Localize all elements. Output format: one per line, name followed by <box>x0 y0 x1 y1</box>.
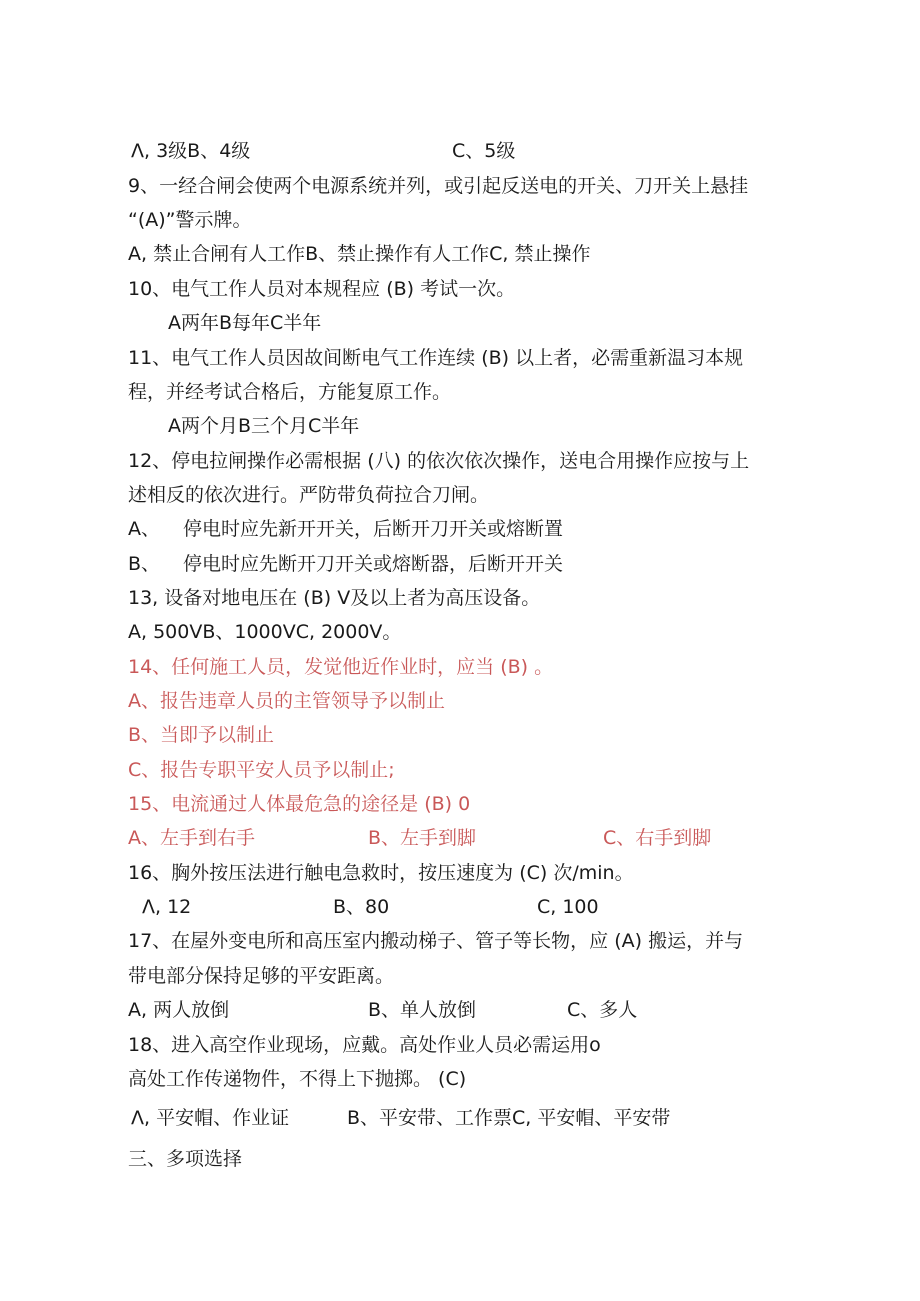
q16-option-b: B、80 <box>333 896 390 918</box>
q9-stem-line1: 9、一经合闸会使两个电源系统并列，或引起反送电的开关、刀开关上悬挂 <box>128 175 749 197</box>
q12-option-b-text: 停电时应先断开刀开关或熔断器，后断开开关 <box>183 553 564 575</box>
q11-stem-line1: 11、电气工作人员因故间断电气工作连续 (B) 以上者，必需重新温习本规 <box>128 347 744 369</box>
q14-option-a: A、报告违章人员的主管领导予以制止 <box>128 690 445 712</box>
q16-option-a: Λ, 12 <box>142 896 192 918</box>
q13-options: A, 500VB、1000VC, 2000V。 <box>128 621 402 643</box>
q14-option-c: C、报告专职平安人员予以制止; <box>128 759 395 781</box>
q17-option-b: B、单人放倒 <box>368 999 477 1021</box>
q15-option-b: B、左手到脚 <box>368 827 477 849</box>
q10-stem: 10、电气工作人员对本规程应 (B) 考试一次。 <box>128 278 516 300</box>
section-heading-multiple-choice: 三、多项选择 <box>128 1148 243 1170</box>
q10-options: A两年B每年C半年 <box>168 312 322 334</box>
q12-stem-line1: 12、停电拉闸操作必需根据 (八) 的依次依次操作，送电合用操作应按与上 <box>128 450 750 472</box>
q18-option-a: Λ, 平安帽、作业证 <box>131 1107 290 1129</box>
q17-option-c: C、多人 <box>567 999 638 1021</box>
q15-option-a: A、左手到右手 <box>128 827 255 849</box>
q17-stem-line2: 带电部分保持足够的平安距离。 <box>128 965 395 987</box>
q8-option-ab: Λ, 3级B、4级 <box>131 140 251 162</box>
q16-option-c: C, 100 <box>537 896 599 918</box>
q17-stem-line1: 17、在屋外变电所和高压室内搬动梯子、管子等长物，应 (A) 搬运，并与 <box>128 930 744 952</box>
q14-option-b: B、当即予以制止 <box>128 724 275 746</box>
q12-option-b-label: B、 <box>128 553 161 575</box>
q18-option-bc: B、平安带、工作票C, 平安帽、平安带 <box>347 1107 671 1129</box>
q15-stem: 15、电流通过人体最危急的途径是 (B) 0 <box>128 793 471 815</box>
q11-options: A两个月B三个月C半年 <box>168 415 360 437</box>
q12-option-a-text: 停电时应先新开开关，后断开刀开关或熔断置 <box>183 518 564 540</box>
q16-stem: 16、胸外按压法进行触电急救时，按压速度为 (C) 次/min。 <box>128 862 634 884</box>
q14-stem: 14、任何施工人员，发觉他近作业时，应当 (B) 。 <box>128 656 554 678</box>
q18-stem-line1: 18、进入高空作业现场，应戴。高处作业人员必需运用o <box>128 1034 601 1056</box>
q12-option-a-label: A、 <box>128 518 160 540</box>
q18-stem-line2: 高处工作传递物件，不得上下抛掷。 (C) <box>128 1068 467 1090</box>
q9-options: A, 禁止合闸有人工作B、禁止操作有人工作C, 禁止操作 <box>128 243 591 265</box>
q11-stem-line2: 程，并经考试合格后，方能复原工作。 <box>128 381 452 403</box>
q13-stem: 13, 设备对地电压在 (B) V及以上者为高压设备。 <box>128 587 541 609</box>
q8-option-c: C、5级 <box>452 140 516 162</box>
q17-option-a: A, 两人放倒 <box>128 999 230 1021</box>
q15-option-c: C、右手到脚 <box>603 827 712 849</box>
q12-stem-line2: 述相反的依次进行。严防带负荷拉合刀闸。 <box>128 484 490 506</box>
q9-stem-line2: “(A)”警示牌。 <box>128 209 252 231</box>
